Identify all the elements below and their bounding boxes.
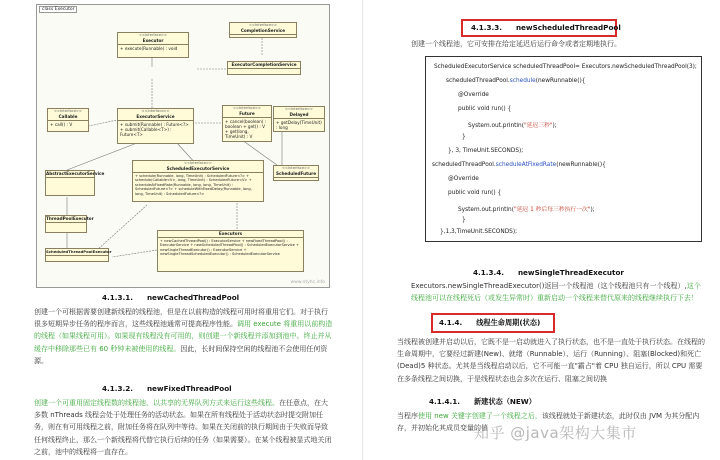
heading-number: 4.1.3.4.: [473, 268, 504, 277]
para-text: Executors.newSingleThreadExecutor()返回一个线程池（这个线程池只有一个线程）,: [411, 282, 687, 290]
uml-class-name: CompletionService: [230, 28, 296, 35]
heading-new-cached-thread-pool: [102, 293, 239, 302]
code-line-10: public void run() {: [448, 190, 502, 196]
uml-class-executor-completion-service: [227, 61, 301, 75]
heading-number: 4.1.3.3.: [471, 23, 502, 32]
uml-methods: + call() : V: [50, 122, 73, 127]
para-highlight: 这个线程池可以在线程死后（或发生异常时）重新启动一个线程来替代原来的线程继续执行下去！: [411, 282, 701, 303]
code-method: schedule: [509, 78, 536, 84]
heading-title: newScheduledThreadPool: [515, 23, 621, 32]
paragraph-scheduled-thread-pool: [411, 38, 701, 50]
heading-title: newSingleThreadExecutor: [517, 268, 624, 277]
heading-thread-lifecycle: [439, 318, 540, 328]
code-string: "延迟 1 秒后每三秒执行一次": [513, 207, 591, 213]
uml-class-name: Executors: [158, 231, 303, 238]
heading-title: newCachedThreadPool: [146, 293, 240, 302]
code-line-7: }, 3, TimeUnit.SECONDS);: [448, 148, 524, 154]
heading-number: 4.1.3.1.: [102, 293, 133, 302]
uml-class-future: [222, 105, 272, 142]
code-text: scheduledThreadPool.: [446, 78, 510, 84]
uml-class-executors: [157, 230, 304, 272]
code-line-6: }: [462, 134, 466, 140]
code-text: System.out.println(: [468, 123, 524, 129]
paragraph-cached-thread-pool: [34, 306, 334, 367]
code-line-1: ScheduledExecutorService scheduledThreadPool= Executors.newScheduledThreadPool(3);: [434, 64, 697, 70]
uml-class-diagram: [36, 4, 330, 288]
uml-class-name: ExecutorService: [118, 114, 193, 121]
heading-number: 4.1.4.1.: [429, 397, 460, 406]
code-line-13: },1,3,TimeUnit.SECONDS);: [440, 229, 518, 235]
heading-title: 新建状态（NEW）: [473, 397, 536, 406]
code-line-2: [446, 78, 585, 84]
uml-class-name: ThreadPoolExecutor: [46, 216, 94, 221]
uml-class-name: ScheduledFuture: [275, 171, 317, 176]
uml-class-thread-pool-executor: [45, 215, 94, 233]
code-text: );: [552, 123, 557, 129]
uml-stereotype: <<Interface>>: [141, 109, 170, 113]
uml-stereotype: <<Interface>>: [232, 106, 262, 110]
paragraph-fixed-thread-pool: [34, 397, 334, 458]
heading-title: newFixedThreadPool: [146, 384, 232, 393]
uml-class-name: ScheduledThreadPoolExecutor: [46, 249, 112, 254]
uml-class-callable: [47, 108, 89, 132]
uml-class-name: Future: [223, 111, 271, 118]
heading-new-fixed-thread-pool: [102, 384, 232, 393]
para-highlight: 创建一个可重用固定线程数的线程池，以共享的无界队列方式来运行这些线程。: [34, 399, 279, 407]
uml-methods: + execute(Runnable) : void: [120, 46, 178, 51]
heading-number: 4.1.4.: [439, 318, 463, 327]
heading-title: 线程生命周期(状态): [476, 318, 541, 327]
code-block: [425, 56, 702, 242]
uml-class-abstract-executor-service: [45, 170, 105, 196]
code-line-9: @Override: [448, 176, 479, 182]
code-text: scheduledThreadPool.: [432, 162, 496, 168]
uml-stereotype: <<Interface>>: [248, 23, 278, 27]
heading-new-scheduled-thread-pool: [471, 23, 621, 32]
para-text: 当程序: [397, 412, 418, 420]
code-line-3: @Override: [458, 92, 489, 98]
uml-class-scheduled-executor-service: [132, 160, 264, 202]
uml-stereotype: <<Interface>>: [284, 107, 314, 111]
uml-methods: + getDelay(TimeUnit) : long: [276, 120, 322, 130]
uml-class-name: Executor: [118, 38, 188, 45]
uml-stereotype: <<Interface>>: [138, 33, 168, 37]
uml-stereotype: <<Interface>>: [183, 161, 213, 165]
heading-new-state: [429, 397, 536, 407]
uml-class-scheduled-future: [273, 165, 319, 181]
code-text: (newRunnable(){: [535, 78, 586, 84]
code-line-8: [432, 162, 606, 168]
para-highlight: 使用 new 关键字创建了一个线程之后，: [418, 412, 542, 420]
uml-methods: + newCachedThreadPool() : ExecutorService + newFixedThreadPool() : ExecutorService + newScheduledThreadPool() : ScheduledExecutorService + newSingleThreadExecutor() : ExecutorService + newSingleThreadScheduledExecutor() : ScheduledExecutorService: [160, 239, 300, 257]
uml-stereotype: <<Interface>>: [53, 109, 83, 113]
uml-class-name: ExecutorCompletionService: [228, 62, 300, 69]
uml-class-scheduled-thread-pool-executor: [45, 248, 112, 262]
right-page: [363, 0, 720, 460]
zhihu-watermark: 知乎 @java架构大集市: [474, 424, 637, 442]
uml-class-name: AbstractExecutorService: [46, 171, 105, 176]
code-line-11: [458, 204, 595, 213]
para-text: 创建一个线程池，它可安排在给定延迟后运行命令或者定期地执行。: [411, 40, 621, 48]
uml-class-delayed: [273, 106, 325, 132]
para-text: 在任意点，在大多数 nThreads 线程会处于处理任务的活动状态。如果在所有线程处于活动状态时提交附加任务，则在有可用线程之前，附加任务将在队列中等待。如果在关闭前的执行期间由于失败而导致任何线程终止，那么一个新线程将代替它执行后续的任务（如果需要）。在某个线程被显式地关闭之前，池中的线程将一直存在。: [34, 399, 332, 456]
uml-class-executor-service: [117, 108, 194, 144]
code-line-5: [468, 120, 557, 129]
code-text: );: [590, 207, 595, 213]
uml-class-executor: [117, 32, 189, 58]
uml-class-name: Delayed: [274, 112, 324, 119]
heading-new-single-thread-executor: [473, 268, 624, 277]
code-method: scheduleAtFixedRate: [495, 162, 557, 168]
para-text: 因此，长时间保持空闲的线程池不会使用任何资源。: [34, 344, 328, 365]
diagram-watermark: www.ntyhc.info: [290, 280, 325, 285]
uml-stereotype: <<Interface>>: [281, 166, 311, 170]
code-text: System.out.println(: [458, 207, 514, 213]
uml-methods: + schedule(Runnable, long, TimeUnit) : ScheduledFuture<?> + schedule(Callable<V>, long, TimeUnit) : ScheduledFuture<V> + scheduleAtFixedRate(Runnable, long, long, TimeUnit) : ScheduledFuture<?> + scheduleWithFixedDelay(Runnable, long, long, TimeUnit) : ScheduledFuture<?>: [135, 174, 252, 196]
uml-class-name: ScheduledExecutorService: [133, 166, 263, 173]
paragraph-single-thread-executor: [411, 280, 707, 304]
para-text: 创建一个可根据需要创建新线程的线程池，但是在以前构造的线程可用时将重用它们。对于执行很多短期异步任务的程序而言，这些线程池通常可提高程序性能。: [34, 308, 328, 329]
uml-class-name: Callable: [48, 114, 88, 121]
code-line-12: }: [462, 217, 466, 223]
code-line-4: public void run() {: [458, 106, 512, 112]
uml-class-completion-service: [229, 22, 297, 38]
uml-methods: + submit(Runnable) : Future<?> + submit(Callable<T>) : Future<T>: [120, 122, 189, 137]
para-highlight: 调用 execute 将重用以前构造的线程（如果线程可用）。如果现有线程没有可用的，则创建一个新线程并添加到池中。终止并从缓存中移除那些已有 60 秒钟未被使用的线程。: [34, 320, 333, 353]
diagram-frame-tag: class Executor: [39, 6, 77, 13]
uml-methods: + cancel(boolean) : boolean + get() : V + get(long, TimeUnit) : V: [225, 119, 267, 139]
para-text: 当线程被创建并启动以后，它既不是一启动就进入了执行状态，也不是一直处于执行状态。在线程的生命周期中，它要经过新建(New)、就绪（Runnable）、运行（Running）、阻塞(Blocked)和死亡(Dead)5 种状态。尤其是当线程启动以后，它不可能一直"霸占"着 CPU 独自运行，所以 CPU 需要在多条线程之间切换，于是线程状态也会多次在运行、阻塞之间切换: [397, 338, 705, 383]
heading-number: 4.1.3.2.: [102, 384, 133, 393]
code-text: (newRunnable(){: [556, 162, 606, 168]
code-string: "延迟三秒": [523, 123, 553, 129]
para-text: 该线程就处于新建状态，此时仅由 JVM 为其分配内存，并初始化其成员变量的值: [397, 412, 700, 433]
paragraph-thread-lifecycle: [397, 336, 705, 385]
